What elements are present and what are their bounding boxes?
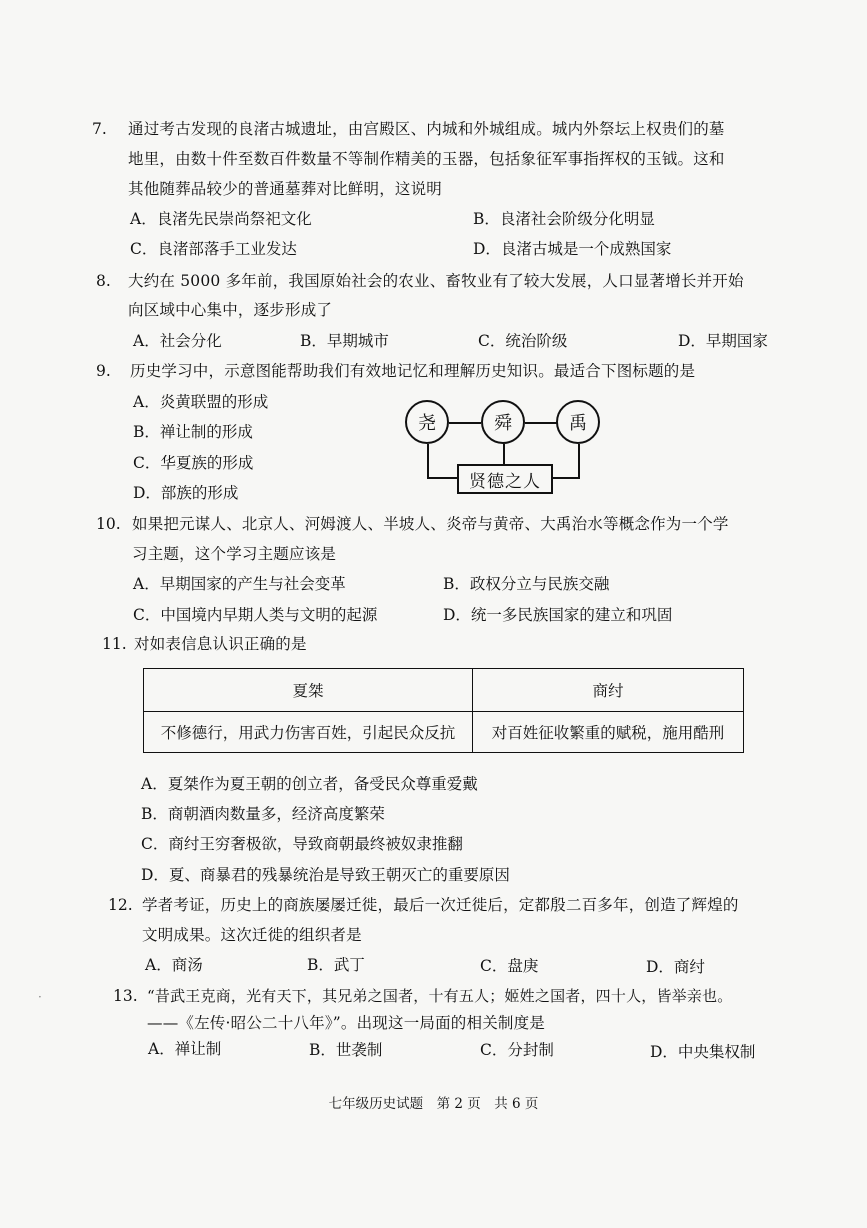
q13-option-d[interactable]: D．中央集权制	[650, 1043, 756, 1061]
page-footer: 七年级历史试题 第 2 页 共 6 页	[328, 1096, 539, 1112]
yu-circle: 禹	[556, 400, 600, 444]
q8-option-a[interactable]: A．社会分化	[133, 332, 222, 350]
virtuous-person-box: 贤德之人	[457, 464, 553, 494]
q9-option-d[interactable]: D．部族的形成	[133, 484, 239, 502]
connector-right	[578, 444, 580, 478]
q9-option-c[interactable]: C．华夏族的形成	[133, 454, 254, 472]
yao-circle: 尧	[405, 400, 449, 444]
q7-stem-line-3: 其他随葬品较少的普通墓葬对比鲜明，这说明	[128, 180, 443, 198]
q12-number: 12.	[108, 896, 133, 914]
q11-option-b[interactable]: B．商朝酒肉数量多，经济高度繁荣	[141, 805, 385, 823]
q10-option-a[interactable]: A．早期国家的产生与社会变革	[133, 575, 346, 593]
q13-stem-line-2: ——《左传·昭公二十八年》”。出现这一局面的相关制度是	[147, 1014, 546, 1032]
q7-option-a[interactable]: A．良渚先民崇尚祭祀文化	[130, 210, 312, 228]
connector-left-h	[427, 477, 459, 479]
q9-stem-line-1: 历史学习中，示意图能帮助我们有效地记忆和理解历史知识。最适合下图标题的是	[130, 362, 696, 380]
q13-option-b[interactable]: B．世袭制	[309, 1041, 383, 1059]
q8-stem-line-1: 大约在 5000 多年前，我国原始社会的农业、畜牧业有了较大发展，人口显著增长并开始	[128, 272, 744, 290]
q10-stem-line-2: 习主题，这个学习主题应该是	[132, 545, 337, 563]
connector-right-h	[551, 477, 580, 479]
q10-number: 10.	[96, 515, 121, 533]
q12-stem-line-2: 文明成果。这次迁徙的组织者是	[142, 926, 362, 944]
connector-c1-c2	[449, 422, 481, 424]
q13-number: 13.	[113, 987, 138, 1005]
q8-number: 8.	[96, 272, 111, 290]
q8-stem-line-2: 向区域中心集中，逐步形成了	[128, 301, 333, 319]
q7-option-c[interactable]: C．良渚部落手工业发达	[130, 240, 297, 258]
shun-circle: 舜	[481, 400, 525, 444]
q13-stem-line-1: “昔武王克商，光有天下，其兄弟之国者，十有五人；姬姓之国者，四十人，皆举亲也。	[147, 987, 733, 1005]
q12-option-b[interactable]: B．武丁	[307, 956, 365, 974]
q8-option-b[interactable]: B．早期城市	[300, 332, 389, 350]
q7-stem-line-1: 通过考古发现的良渚古城遗址，由宫殿区、内城和外城组成。城内外祭坛上权贵们的墓	[128, 120, 725, 138]
q12-option-c[interactable]: C．盘庚	[480, 957, 539, 975]
q10-option-b[interactable]: B．政权分立与民族交融	[443, 575, 610, 593]
q7-option-b[interactable]: B．良渚社会阶级分化明显	[473, 210, 655, 228]
q10-option-d[interactable]: D．统一多民族国家的建立和巩固	[443, 606, 673, 624]
q12-option-a[interactable]: A．商汤	[145, 956, 203, 974]
q11-option-c[interactable]: C．商纣王穷奢极欲，导致商朝最终被奴隶推翻	[141, 835, 463, 853]
succession-diagram	[405, 400, 605, 496]
table-cell-jie: 不修德行，用武力伤害百姓，引起民众反抗	[144, 712, 473, 753]
q9-option-b[interactable]: B．禅让制的形成	[133, 423, 253, 441]
q13-option-a[interactable]: A．禅让制	[148, 1040, 222, 1058]
margin-mark: ·	[38, 990, 42, 1004]
q7-stem-line-2: 地里，由数十件至数百件数量不等制作精美的玉器，包括象征军事指挥权的玉钺。这和	[128, 150, 725, 168]
q9-number: 9.	[96, 362, 111, 380]
q8-option-d[interactable]: D．早期国家	[678, 332, 768, 350]
connector-c2-c3	[525, 422, 557, 424]
q11-option-d[interactable]: D．夏、商暴君的残暴统治是导致王朝灭亡的重要原因	[141, 866, 510, 884]
table-header-jie: 夏桀	[144, 669, 473, 712]
q11-option-a[interactable]: A．夏桀作为夏王朝的创立者，备受民众尊重爱戴	[141, 775, 478, 793]
q10-stem-line-1: 如果把元谋人、北京人、河姆渡人、半坡人、炎帝与黄帝、大禹治水等概念作为一个学	[132, 515, 729, 533]
q12-stem-line-1: 学者考证，历史上的商族屡屡迁徙，最后一次迁徙后，定都殷二百多年，创造了辉煌的	[142, 896, 739, 914]
tyrants-table	[143, 668, 744, 753]
q7-option-d[interactable]: D．良渚古城是一个成熟国家	[473, 240, 672, 258]
q8-option-c[interactable]: C．统治阶级	[478, 332, 568, 350]
q11-number: 11.	[102, 635, 127, 653]
q7-number: 7.	[92, 120, 107, 138]
table-header-zhou: 商纣	[473, 669, 744, 712]
q10-option-c[interactable]: C．中国境内早期人类与文明的起源	[133, 606, 378, 624]
connector-mid	[503, 444, 505, 464]
q12-option-d[interactable]: D．商纣	[646, 958, 705, 976]
connector-left	[427, 444, 429, 478]
q9-option-a[interactable]: A．炎黄联盟的形成	[133, 393, 269, 411]
q11-stem-line-1: 对如表信息认识正确的是	[134, 635, 307, 653]
q13-option-c[interactable]: C．分封制	[480, 1041, 554, 1059]
table-cell-zhou: 对百姓征收繁重的赋税，施用酷刑	[473, 712, 744, 753]
